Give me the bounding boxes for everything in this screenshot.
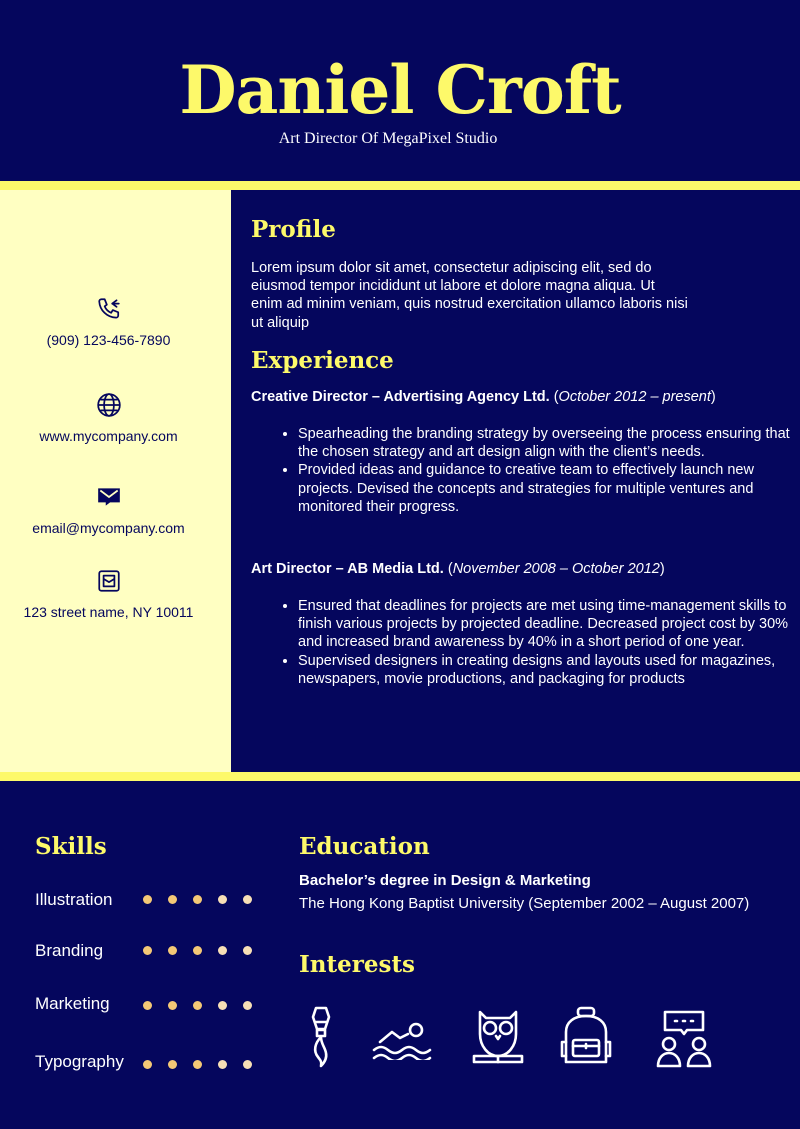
- job-dates: October 2012 – present: [558, 389, 711, 405]
- phone-text: (909) 123-456-7890: [46, 332, 171, 348]
- candidate-title: Art Director Of MegaPixel Studio: [278, 130, 498, 147]
- job-role: Art Director – AB Media Ltd.: [251, 561, 444, 577]
- profile-line: enim ad minim veniam, quis nostrud exercitation ullamco laboris nisi: [251, 296, 688, 313]
- profile-text: [251, 259, 731, 332]
- owl-reading-icon: [470, 1008, 526, 1068]
- education-heading: Education: [299, 833, 430, 860]
- job-dates: November 2008 – October 2012: [452, 561, 660, 577]
- contact-website: [0, 392, 217, 444]
- experience-heading: Experience: [251, 347, 394, 374]
- paintbrush-icon: [304, 1006, 338, 1068]
- middle-divider: [0, 772, 800, 781]
- skill-dot: [243, 946, 252, 955]
- job-bullet: • Ensured that deadlines for projects are met using time-management skills to finish various projects by projected deadline. Decreased project cost by 30% and increased brand awareness by 40% in a short period of one year.: [298, 597, 800, 652]
- group-discussion-icon: [655, 1010, 713, 1068]
- contact-email: [0, 484, 217, 536]
- skill-dot: [243, 895, 252, 904]
- globe-icon: [96, 392, 122, 418]
- skill-rating: [143, 941, 268, 961]
- education-school: The Hong Kong Baptist University (September 2002 – August 2007): [299, 895, 750, 912]
- website-text: www.mycompany.com: [39, 428, 178, 444]
- skill-label: Illustration: [35, 890, 113, 909]
- skill-dot: [193, 946, 202, 955]
- location-icon: [96, 568, 122, 594]
- skill-dot: [143, 895, 152, 904]
- candidate-name: Daniel Croft: [179, 51, 621, 129]
- profile-line: Lorem ipsum dolor sit amet, consectetur adipiscing elit, sed do: [251, 260, 652, 276]
- backpack-icon: [560, 1006, 612, 1068]
- contact-address: [0, 568, 217, 620]
- skill-dot: [193, 895, 202, 904]
- skill-dot: [143, 1001, 152, 1010]
- phone-icon: [96, 296, 122, 322]
- skill-dot: [218, 946, 227, 955]
- skill-label: Marketing: [35, 994, 110, 1013]
- skill-rating: [143, 890, 268, 910]
- skill-dot: [168, 895, 177, 904]
- skill-dot: [143, 1060, 152, 1069]
- skill-rating: [143, 996, 268, 1016]
- profile-line: eiusmod tempor incididunt ut labore et dolore magna aliqua. Ut: [251, 278, 655, 295]
- address-text: 123 street name, NY 10011: [23, 604, 194, 620]
- interests-heading: Interests: [299, 951, 416, 978]
- skill-dot: [243, 1060, 252, 1069]
- job-bullet: • Provided ideas and guidance to creative team to effectively launch new projects. Devised the concepts and strategies for multiple ventures and monitored their progress.: [298, 461, 800, 516]
- contact-phone: [0, 296, 217, 348]
- skill-dot: [168, 1001, 177, 1010]
- skill-dot: [218, 1060, 227, 1069]
- email-text: email@mycompany.com: [32, 520, 185, 536]
- skill-label: Typography: [35, 1052, 124, 1071]
- skill-dot: [193, 1001, 202, 1010]
- skills-heading: Skills: [35, 833, 107, 860]
- job-title: Art Director – AB Media Ltd. (November 2008 – October 2012): [251, 561, 665, 577]
- skill-dot: [243, 1001, 252, 1010]
- skill-dot: [193, 1060, 202, 1069]
- contact-sidebar: [0, 190, 231, 772]
- job-bullets: [280, 425, 800, 516]
- job-role: Creative Director – Advertising Agency Ltd.: [251, 389, 550, 405]
- skill-dot: [168, 946, 177, 955]
- swimming-icon: [372, 1018, 434, 1060]
- skill-rating: [143, 1055, 268, 1075]
- profile-line: ut aliquip: [251, 314, 310, 331]
- job-title: Creative Director – Advertising Agency Ltd. (October 2012 – present): [251, 389, 716, 405]
- skill-dot: [218, 1001, 227, 1010]
- mail-icon: [96, 484, 122, 510]
- profile-heading: Profile: [251, 216, 336, 243]
- job-bullets: [280, 597, 800, 688]
- skill-dot: [143, 946, 152, 955]
- job-bullet: • Spearheading the branding strategy by overseeing the process ensuring that the chosen strategy and art design align with the client’s needs.: [298, 425, 800, 461]
- education-degree: Bachelor’s degree in Design & Marketing: [299, 872, 591, 889]
- skill-label: Branding: [35, 941, 104, 960]
- top-divider: [0, 181, 800, 190]
- skill-dot: [168, 1060, 177, 1069]
- skill-dot: [218, 895, 227, 904]
- job-bullet: • Supervised designers in creating designs and layouts used for magazines, newspapers, movie productions, and packaging for products: [298, 652, 800, 688]
